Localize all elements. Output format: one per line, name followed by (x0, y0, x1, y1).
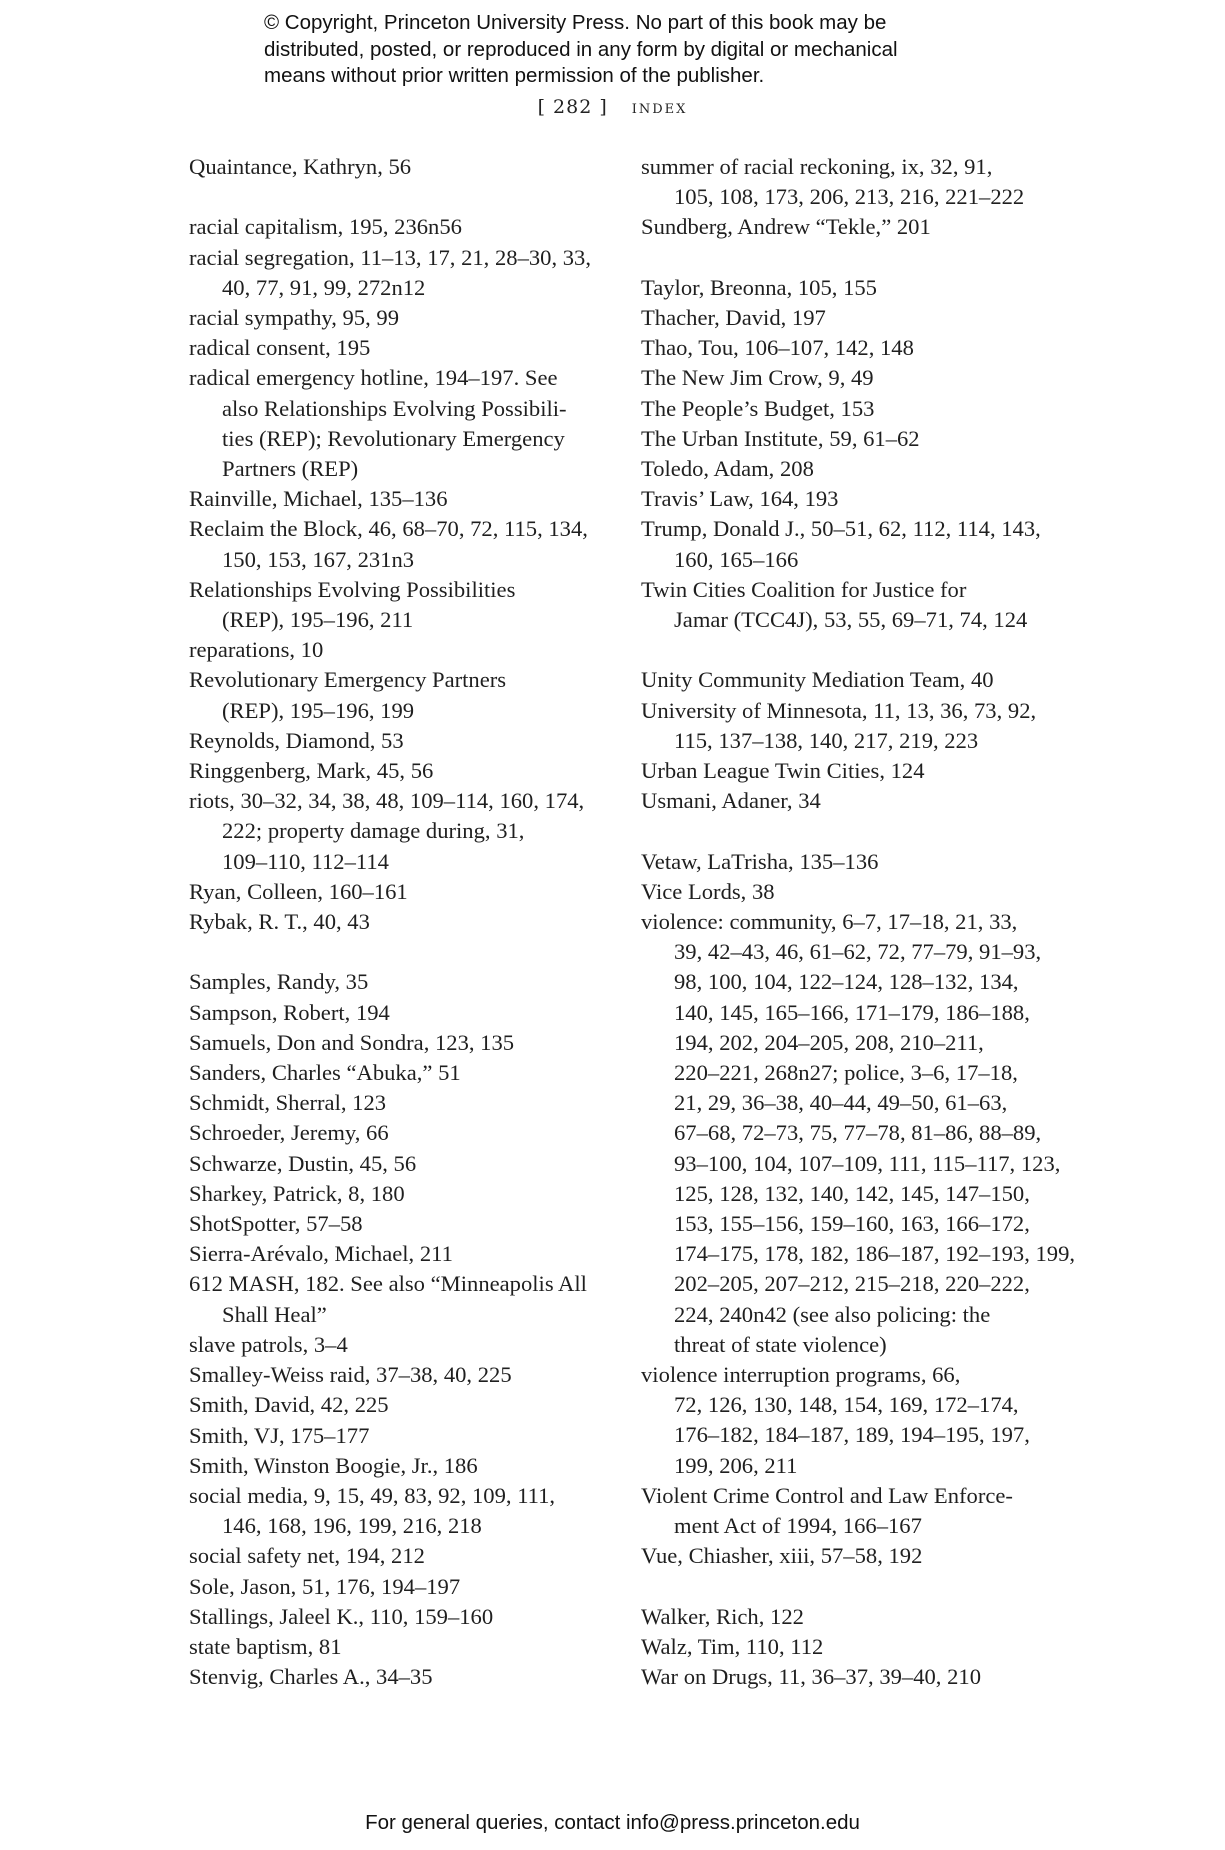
index-entry-line: social safety net, 194, 212 (189, 1543, 425, 1569)
index-entry-line: 612 MASH, 182. See also “Minneapolis All (189, 1271, 587, 1297)
index-entry (189, 575, 609, 635)
index-entry (641, 1360, 1061, 1481)
index-entry (641, 363, 1061, 393)
index-entry-continuation: 125, 128, 132, 140, 142, 145, 147–150, (674, 1180, 1030, 1206)
index-entry (189, 152, 609, 182)
index-entry-line: The People’s Budget, 153 (641, 395, 875, 421)
index-entry (189, 243, 609, 303)
index-entry (189, 1632, 609, 1662)
index-entry-line: Smith, David, 42, 225 (189, 1392, 389, 1418)
index-entry-line: Ryan, Colleen, 160–161 (189, 878, 408, 904)
index-entry-line: Smith, Winston Boogie, Jr., 186 (189, 1452, 478, 1478)
index-entry (189, 907, 609, 937)
index-entry (189, 1390, 609, 1420)
copyright-notice (264, 10, 964, 90)
index-entry (189, 877, 609, 907)
index-entry (189, 1481, 609, 1541)
index-entry (641, 575, 1061, 635)
index-entry-continuation: 160, 165–166 (674, 546, 799, 572)
index-entry-continuation: 140, 145, 165–166, 171–179, 186–188, (674, 999, 1030, 1025)
index-entry-continuation: Shall Heal” (222, 1301, 327, 1327)
index-entry (641, 1541, 1061, 1571)
index-entry (641, 756, 1061, 786)
index-entry (189, 967, 609, 997)
index-entry-line: Schwarze, Dustin, 45, 56 (189, 1150, 417, 1176)
index-entry-continuation: ties (REP); Revolutionary Emergency (222, 425, 565, 451)
index-column-left (189, 152, 609, 1692)
index-entry-line: Schmidt, Sherral, 123 (189, 1090, 387, 1116)
index-entry-continuation: 72, 126, 130, 148, 154, 169, 172–174, (674, 1392, 1019, 1418)
index-entry-line: racial sympathy, 95, 99 (189, 305, 399, 330)
index-entry (641, 877, 1061, 907)
index-entry-line: Walker, Rich, 122 (641, 1603, 804, 1629)
index-entry-line: violence interruption programs, 66, (641, 1362, 961, 1388)
index-entry-continuation: 224, 240n42 (see also policing: the (674, 1301, 991, 1327)
copyright-line: means without prior written permission of the publisher. (264, 64, 765, 87)
index-entry-line: Sharkey, Patrick, 8, 180 (189, 1180, 405, 1206)
index-entry (189, 786, 609, 877)
index-entry-line: Usmani, Adaner, 34 (641, 788, 821, 814)
index-entry (189, 1572, 609, 1602)
index-entry-line: Vetaw, LaTrisha, 135–136 (641, 848, 879, 874)
index-entry-continuation: 222; property damage during, 31, (222, 818, 525, 844)
copyright-line: distributed, posted, or reproduced in any form by digital or mechanical (264, 37, 898, 61)
index-entry-continuation: 21, 29, 36–38, 40–44, 49–50, 61–63, (674, 1090, 1008, 1116)
page-number: [ 282 ] (537, 96, 608, 118)
index-entry (641, 1481, 1061, 1541)
index-entry (189, 1118, 609, 1148)
index-entry (641, 1632, 1061, 1662)
index-entry-line: social media, 9, 15, 49, 83, 92, 109, 111, (189, 1482, 556, 1508)
index-entry (641, 333, 1061, 363)
index-entry-line: slave patrols, 3–4 (189, 1331, 348, 1357)
index-entry-line: Trump, Donald J., 50–51, 62, 112, 114, 143, (641, 516, 1041, 542)
index-entry-line: Sampson, Robert, 194 (189, 999, 390, 1025)
index-entry-line: racial capitalism, 195, 236n56 (189, 214, 462, 240)
index-entry-continuation: 153, 155–156, 159–160, 163, 166–172, (674, 1211, 1030, 1237)
index-entry-line: Unity Community Mediation Team, 40 (641, 667, 994, 693)
index-entry (189, 665, 609, 725)
index-entry (189, 1360, 609, 1390)
letter-group-gap (641, 243, 1061, 273)
index-entry-line: Ringgenberg, Mark, 45, 56 (189, 758, 434, 784)
index-entry-continuation: 202–205, 207–212, 215–218, 220–222, (674, 1271, 1030, 1297)
index-entry (641, 454, 1061, 484)
letter-group-gap (189, 182, 609, 212)
index-entry-line: Taylor, Breonna, 105, 155 (641, 274, 877, 300)
index-entry (641, 303, 1061, 333)
index-entry (641, 273, 1061, 303)
index-entry-line: Stenvig, Charles A., 34–35 (189, 1664, 433, 1690)
index-entry-continuation: also Relationships Evolving Possibili- (222, 395, 567, 421)
index-entry (641, 786, 1061, 816)
index-entry-line: Urban League Twin Cities, 124 (641, 758, 925, 784)
index-entry-line: Sanders, Charles “Abuka,” 51 (189, 1060, 461, 1086)
index-entry-line: University of Minnesota, 11, 13, 36, 73, 92, (641, 697, 1037, 723)
index-entry-continuation: Jamar (TCC4J), 53, 55, 69–71, 74, 124 (674, 607, 1028, 633)
index-entry (189, 1149, 609, 1179)
index-entry (189, 484, 609, 514)
index-entry-line: Quaintance, Kathryn, 56 (189, 154, 412, 179)
index-entry (641, 696, 1061, 756)
index-entry-line: riots, 30–32, 34, 38, 48, 109–114, 160, 174, (189, 788, 585, 814)
index-entry-continuation: 67–68, 72–73, 75, 77–78, 81–86, 88–89, (674, 1120, 1042, 1146)
index-entry (189, 1269, 609, 1329)
index-entry-line: Revolutionary Emergency Partners (189, 667, 507, 693)
letter-group-gap (641, 816, 1061, 846)
index-entry-line: state baptism, 81 (189, 1633, 342, 1659)
index-entry-line: Relationships Evolving Possibilities (189, 576, 516, 602)
index-entry-line: Walz, Tim, 110, 112 (641, 1633, 824, 1659)
index-entry-line: summer of racial reckoning, ix, 32, 91, (641, 154, 993, 179)
index-entry-line: Sundberg, Andrew “Tekle,” 201 (641, 214, 931, 240)
index-entry-line: Schroeder, Jeremy, 66 (189, 1120, 389, 1146)
index-entry (189, 1058, 609, 1088)
index-entry (189, 1602, 609, 1632)
index-entry (189, 514, 609, 574)
index-entry (641, 847, 1061, 877)
index-entry (189, 726, 609, 756)
index-entry (641, 484, 1061, 514)
index-entry-continuation: ment Act of 1994, 166–167 (674, 1513, 922, 1539)
index-entry (189, 1662, 609, 1692)
index-entry-line: Vue, Chiasher, xiii, 57–58, 192 (641, 1543, 923, 1569)
letter-group-gap (641, 635, 1061, 665)
index-entry (189, 635, 609, 665)
index-entry-line: Sierra-Arévalo, Michael, 211 (189, 1241, 453, 1267)
index-entry-line: radical emergency hotline, 194–197. See (189, 365, 558, 391)
running-head (0, 96, 1225, 118)
index-entry (641, 514, 1061, 574)
index-entry (641, 394, 1061, 424)
index-entry (189, 1088, 609, 1118)
index-entry-line: Vice Lords, 38 (641, 878, 775, 904)
letter-group-gap (641, 1572, 1061, 1602)
index-entry-line: Reynolds, Diamond, 53 (189, 727, 404, 753)
index-entry-line: racial segregation, 11–13, 17, 21, 28–30, 33, (189, 244, 591, 270)
index-entry (641, 424, 1061, 454)
index-entry-continuation: 199, 206, 211 (674, 1452, 798, 1478)
index-entry (189, 333, 609, 363)
index-entry-line: ShotSpotter, 57–58 (189, 1211, 363, 1237)
index-entry (641, 665, 1061, 695)
index-entry (189, 212, 609, 242)
index-entry-continuation: (REP), 195–196, 211 (222, 607, 414, 633)
index-entry-line: Rainville, Michael, 135–136 (189, 486, 448, 512)
index-entry-line: Twin Cities Coalition for Justice for (641, 576, 967, 602)
index-entry (189, 1421, 609, 1451)
index-entry-continuation: 109–110, 112–114 (222, 848, 389, 874)
index-entry-continuation: 146, 168, 196, 199, 216, 218 (222, 1513, 482, 1539)
index-entry-continuation: 194, 202, 204–205, 208, 210–211, (674, 1029, 984, 1055)
section-title: index (631, 96, 688, 118)
index-entry (189, 1209, 609, 1239)
index-entry (189, 1541, 609, 1571)
copyright-line: © Copyright, Princeton University Press. No part of this book may be (264, 11, 887, 34)
index-entry-line: reparations, 10 (189, 637, 324, 663)
index-entry (189, 303, 609, 333)
index-entry-line: Samuels, Don and Sondra, 123, 135 (189, 1029, 515, 1055)
index-entry-line: Rybak, R. T., 40, 43 (189, 909, 370, 935)
index-entry-line: Stallings, Jaleel K., 110, 159–160 (189, 1603, 494, 1629)
index-entry-line: War on Drugs, 11, 36–37, 39–40, 210 (641, 1664, 981, 1690)
index-entry-line: Smith, VJ, 175–177 (189, 1422, 370, 1448)
index-entry (189, 756, 609, 786)
index-entry (641, 907, 1076, 1360)
index-entry-continuation: 150, 153, 167, 231n3 (222, 546, 415, 572)
index-entry-line: Thacher, David, 197 (641, 305, 826, 330)
index-entry-line: Travis’ Law, 164, 193 (641, 486, 839, 512)
index-entry-line: Samples, Randy, 35 (189, 969, 369, 995)
index-entry-continuation: (REP), 195–196, 199 (222, 697, 415, 723)
index-entry (641, 1602, 1061, 1632)
index-entry (189, 998, 609, 1028)
index-entry-continuation: 220–221, 268n27; police, 3–6, 17–18, (674, 1060, 1018, 1086)
index-entry (189, 1028, 609, 1058)
index-entry-line: Violent Crime Control and Law Enforce- (641, 1482, 1013, 1508)
index-entry-continuation: 93–100, 104, 107–109, 111, 115–117, 123, (674, 1150, 1061, 1176)
index-entry-line: Toledo, Adam, 208 (641, 456, 814, 482)
index-entry-continuation: 98, 100, 104, 122–124, 128–132, 134, (674, 969, 1019, 995)
index-entry-continuation: 105, 108, 173, 206, 213, 216, 221–222 (674, 184, 1025, 210)
index-entry (189, 1239, 609, 1269)
index-entry (641, 152, 1061, 212)
index-entry-line: Smalley-Weiss raid, 37–38, 40, 225 (189, 1362, 512, 1388)
index-entry-line: Thao, Tou, 106–107, 142, 148 (641, 335, 914, 361)
index-entry-continuation: 115, 137–138, 140, 217, 219, 223 (674, 727, 979, 753)
index-entry-line: radical consent, 195 (189, 335, 371, 361)
letter-group-gap (189, 937, 609, 967)
index-entry-continuation: 176–182, 184–187, 189, 194–195, 197, (674, 1422, 1030, 1448)
index-entry (189, 1179, 609, 1209)
index-entry (641, 212, 1061, 242)
index-entry-continuation: Partners (REP) (222, 456, 359, 482)
index-entry-line: The New Jim Crow, 9, 49 (641, 365, 874, 391)
index-entry (189, 1330, 609, 1360)
index-entry (641, 1662, 1061, 1692)
index-entry-continuation: 40, 77, 91, 99, 272n12 (222, 274, 426, 300)
index-entry-continuation: threat of state violence) (674, 1331, 887, 1357)
index-entry (189, 363, 609, 484)
index-entry-line: Reclaim the Block, 46, 68–70, 72, 115, 134, (189, 516, 588, 542)
index-entry-line: Sole, Jason, 51, 176, 194–197 (189, 1573, 461, 1599)
index-column-right (641, 152, 1076, 1692)
index-entry-continuation: 174–175, 178, 182, 186–187, 192–193, 199, (674, 1241, 1076, 1267)
footer-contact: For general queries, contact info@press.princeton.edu (365, 1811, 860, 1834)
index-entry-continuation: 39, 42–43, 46, 61–62, 72, 77–79, 91–93, (674, 939, 1042, 965)
index-entry-line: The Urban Institute, 59, 61–62 (641, 425, 920, 451)
index-entry (189, 1451, 609, 1481)
index-entry-line: violence: community, 6–7, 17–18, 21, 33, (641, 909, 1018, 935)
